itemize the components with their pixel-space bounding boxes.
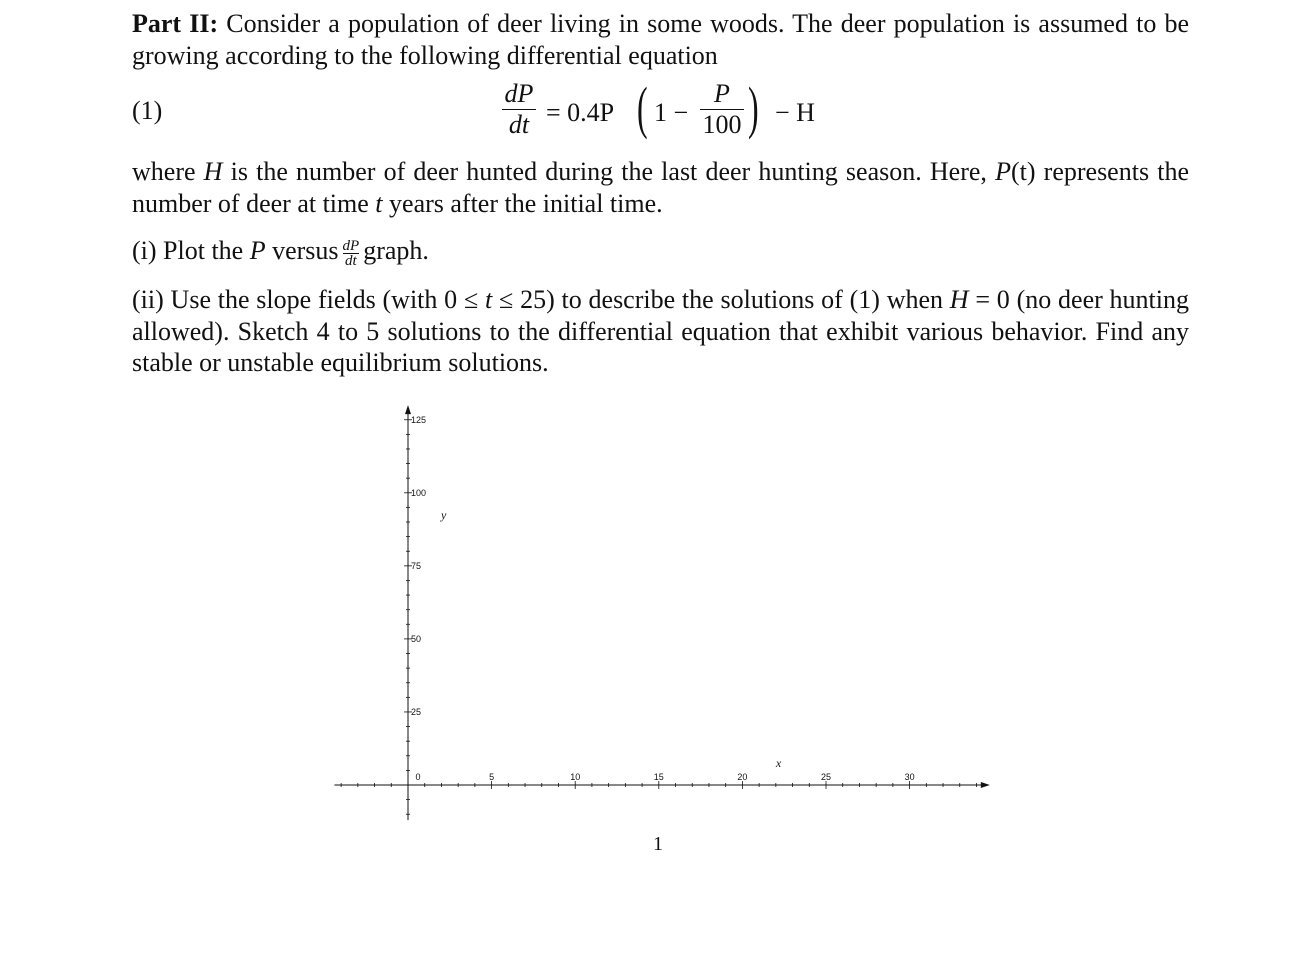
part-i-prefix: (i) Plot the <box>132 236 244 265</box>
part-heading: Part II: <box>132 9 219 38</box>
x-tick-label: 0 <box>415 772 421 782</box>
y-tick-label: 125 <box>411 414 427 425</box>
y-axis-label: y <box>441 508 447 523</box>
where-text-a: where <box>132 157 196 186</box>
y-tick-label: 75 <box>411 560 422 571</box>
right-paren: ) <box>748 75 759 140</box>
part-i-var-p: P <box>249 236 266 265</box>
where-text-d: years after the initial time. <box>389 188 663 218</box>
var-t: t <box>375 188 383 218</box>
equation-one-minus: 1 − <box>654 98 689 127</box>
x-tick-label: 5 <box>489 772 495 782</box>
x-tick-label: 15 <box>653 772 664 782</box>
part-i-mid: versus <box>272 236 339 265</box>
var-pt-arg: (t) <box>1010 157 1036 186</box>
y-tick-label: 100 <box>411 487 427 498</box>
where-text-b: is the number of deer hunted during the last deer hunting season. Here, <box>230 157 987 186</box>
lhs-denominator: dt <box>508 110 530 139</box>
part-ii-text-b: ≤ 25) to describe the solutions of (1) when <box>499 285 944 314</box>
var-p: P <box>995 157 1011 186</box>
where-text-c: represents the number of deer at time <box>132 157 1189 218</box>
part-ii-var-t: t <box>485 285 493 314</box>
part-i-suffix: graph. <box>363 236 429 265</box>
x-tick-label: 10 <box>570 772 581 782</box>
equation-tail: − H <box>775 98 815 127</box>
x-tick-label: 30 <box>904 772 915 782</box>
page-number: 1 <box>653 833 663 855</box>
part-i-frac-den: dt <box>345 252 357 269</box>
y-axis-arrow <box>405 405 411 414</box>
part-ii-text-c: = 0 (no deer hunting allowed). Sketch 4 to 5 solutions to the differential equation that exhibit various behavior. Find any stable or unstable equilibrium solutions. <box>132 285 1189 377</box>
equation-label: (1) <box>132 96 163 125</box>
x-axis-label: x <box>775 756 782 770</box>
x-tick-label: 20 <box>737 772 748 782</box>
part-i-frac-num: dP <box>342 237 360 254</box>
lhs-numerator: dP <box>504 79 534 108</box>
part-ii-text-a: (ii) Use the slope fields (with 0 ≤ <box>132 285 479 314</box>
inner-denominator: 100 <box>702 110 742 139</box>
equation-coefficient: = 0.4P <box>546 98 615 127</box>
y-tick-label: 25 <box>411 706 422 717</box>
x-tick-label: 25 <box>820 772 832 782</box>
inner-numerator: P <box>714 79 730 108</box>
y-tick-label: 50 <box>411 633 422 644</box>
intro-text: Consider a population of deer living in some woods. The deer population is assumed to be growing according to the following differential equation <box>132 9 1189 70</box>
var-h: H <box>203 157 223 186</box>
part-ii-var-h: H <box>949 285 969 314</box>
x-axis-arrow <box>981 782 990 788</box>
left-paren: ( <box>637 75 648 140</box>
